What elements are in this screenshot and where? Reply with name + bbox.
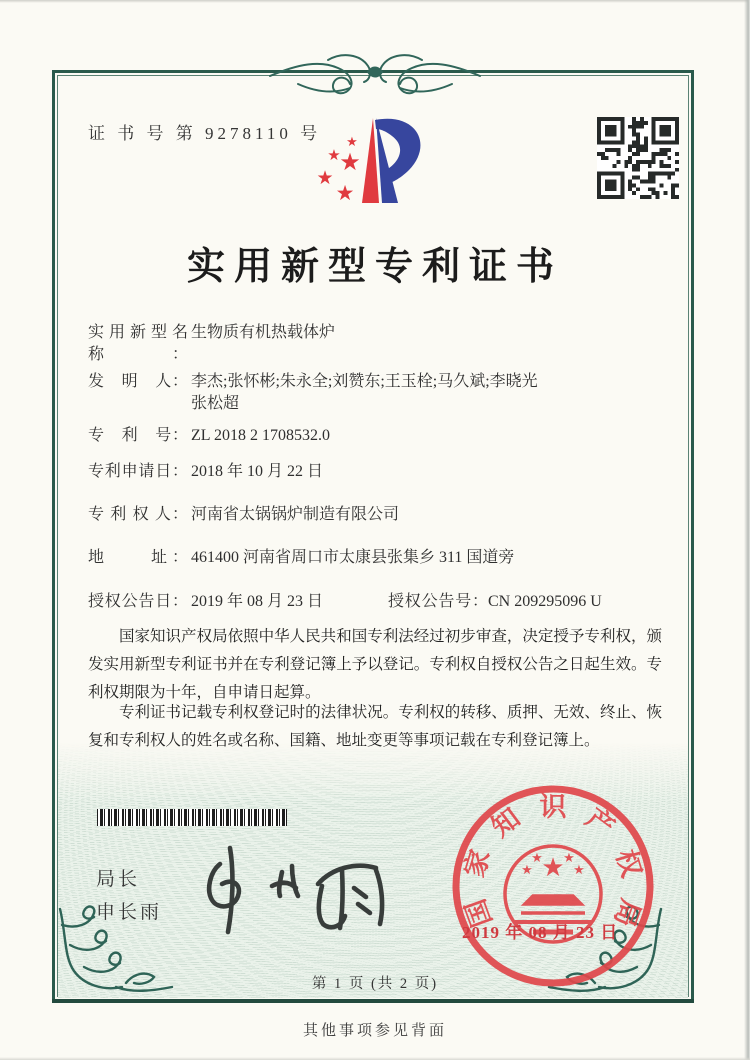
- svg-text:★: ★: [563, 851, 575, 866]
- svg-text:★: ★: [335, 181, 355, 205]
- svg-text:★: ★: [346, 135, 358, 150]
- scan-edge-right: [744, 0, 750, 1060]
- field-address: [88, 547, 663, 569]
- field-value: 河南省太锅锅炉制造有限公司: [191, 506, 400, 523]
- svg-text:★: ★: [573, 863, 585, 878]
- field-label: 专 利 号：: [88, 427, 188, 444]
- seal-emblem-stars: [521, 851, 585, 883]
- svg-text:国: 国: [460, 895, 498, 931]
- field-label: 专 利 权 人：: [88, 506, 188, 523]
- field-label: 专利申请日：: [88, 463, 188, 480]
- certificate-title: 实用新型专利证书: [186, 246, 563, 288]
- legal-paragraph-2: 专利证书记载专利权登记时的法律状况。专利权的转移、质押、无效、终止、恢复和专利权人的姓名或名称、国籍、地址变更等事项记载在专利登记簿上。: [88, 704, 662, 750]
- field-grant-date: [88, 591, 663, 613]
- field-utility-model-name: [88, 322, 663, 365]
- barcode: [97, 809, 287, 826]
- svg-text:★: ★: [327, 146, 341, 164]
- field-label: 授权公告号：: [388, 593, 488, 610]
- field-value: 461400 河南省周口市太康县张集乡 311 国道旁: [191, 549, 515, 566]
- svg-text:★: ★: [339, 148, 361, 176]
- commissioner-title: 局长: [96, 869, 141, 890]
- field-inventors: [88, 371, 663, 414]
- svg-text:局: 局: [608, 895, 646, 931]
- svg-text:知: 知: [486, 802, 526, 843]
- cnipa-logo: [312, 108, 438, 212]
- svg-text:权: 权: [610, 846, 647, 881]
- svg-text:★: ★: [521, 863, 533, 878]
- field-label: 实用新型名称：: [88, 324, 188, 363]
- svg-text:★: ★: [541, 853, 565, 883]
- field-grant-number: [388, 591, 602, 613]
- field-value: 2018 年 10 月 22 日: [191, 463, 324, 480]
- field-label: 授权公告日：: [88, 593, 188, 610]
- svg-text:★: ★: [316, 167, 334, 189]
- svg-text:产: 产: [580, 802, 620, 843]
- field-value: ZL 2018 2 1708532.0: [191, 427, 330, 444]
- field-value: 李杰;张怀彬;朱永全;刘赞东;王玉栓;马久斌;李晓光: [191, 373, 538, 390]
- logo-red-wedge: [362, 118, 379, 203]
- qr-code: [597, 117, 679, 199]
- top-border-ornament: [268, 44, 482, 102]
- field-patentee: [88, 504, 663, 526]
- commissioner-name: 申长雨: [96, 902, 163, 923]
- field-value: 生物质有机热载体炉: [191, 324, 336, 341]
- scan-edge-top: [0, 0, 750, 3]
- field-application-date: [88, 461, 663, 483]
- field-label: 发 明 人：: [88, 373, 188, 390]
- field-label: 地 址：: [88, 549, 188, 566]
- field-patent-number: [88, 425, 663, 447]
- official-red-seal: [449, 782, 657, 990]
- handwritten-signature: [190, 838, 405, 940]
- field-value: 2019 年 08 月 23 日: [191, 593, 324, 610]
- page-number: 第 1 页 (共 2 页): [311, 976, 439, 992]
- field-value-line2: 张松超: [191, 394, 240, 412]
- field-value: CN 209295096 U: [488, 593, 602, 610]
- svg-text:识: 识: [539, 792, 567, 822]
- svg-text:★: ★: [531, 851, 543, 866]
- logo-stars: [316, 135, 360, 205]
- back-side-note: 其他事项参见背面: [302, 1023, 447, 1039]
- seal-date: 2019 年 08 月 23 日: [462, 923, 619, 942]
- legal-paragraph-1: 国家知识产权局依照中华人民共和国专利法经过初步审查，决定授予专利权，颁发实用新型专利证书并在专利登记簿上予以登记。专利权自授权公告之日起生效。专利权期限为十年，自申请日起算。: [88, 628, 662, 702]
- certificate-number: 证 书 号 第 9278110 号: [88, 124, 322, 143]
- svg-text:家: 家: [459, 846, 496, 881]
